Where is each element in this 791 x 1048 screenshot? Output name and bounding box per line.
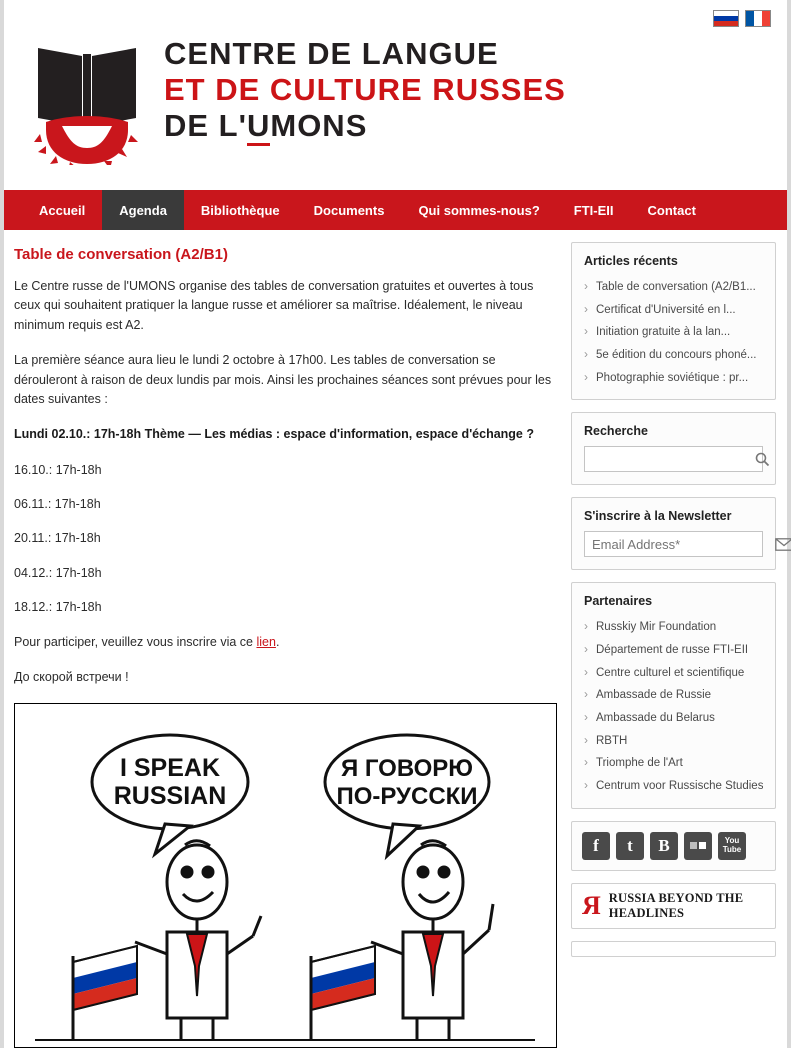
search-box[interactable] — [584, 446, 763, 472]
list-item[interactable] — [584, 276, 763, 299]
title-line-2: ET DE CULTURE RUSSES — [164, 72, 566, 107]
nav-item-accueil[interactable]: Accueil — [39, 202, 86, 218]
session-date-4: 04.12.: 17h-18h — [14, 565, 102, 580]
svg-text:ПО-РУССКИ: ПО-РУССКИ — [336, 783, 478, 811]
search-icon[interactable] — [754, 447, 770, 471]
partner-link-8[interactable]: Centrum voor Russische Studies — [596, 780, 763, 793]
open-book-logo[interactable] — [32, 30, 142, 165]
rbth-logo-icon: Я — [582, 890, 601, 920]
recent-article-link-4[interactable]: 5e édition du concours phoné... — [596, 349, 757, 362]
twitter-icon[interactable]: t — [616, 832, 644, 860]
widget-newsletter — [571, 497, 776, 570]
list-item[interactable] — [584, 299, 763, 322]
recent-article-link-1[interactable]: Table de conversation (A2/B1... — [596, 281, 756, 293]
closing-greeting: До скорой встречи ! — [14, 669, 129, 684]
list-item[interactable] — [584, 684, 763, 707]
list-item[interactable] — [584, 367, 763, 390]
recent-article-link-2[interactable]: Certificat d'Université en l... — [596, 303, 736, 316]
session-date-1: 16.10.: 17h-18h — [14, 462, 102, 477]
list-item[interactable] — [584, 662, 763, 685]
rbth-banner[interactable] — [571, 883, 776, 929]
social-links — [571, 821, 776, 871]
list-item[interactable] — [584, 344, 763, 367]
page-title: Table de conversation (A2/B1) — [14, 246, 228, 263]
title-line-3-underlined: U — [247, 108, 270, 146]
youtube-icon[interactable] — [718, 832, 746, 860]
registration-paragraph — [14, 633, 559, 652]
facebook-icon[interactable]: f — [582, 832, 610, 860]
list-item[interactable] — [584, 775, 763, 798]
search-input[interactable] — [585, 452, 754, 466]
newsletter-email-input[interactable] — [585, 537, 775, 552]
registration-link[interactable]: lien — [256, 634, 276, 649]
site-header — [4, 0, 787, 190]
newsletter-title: S'inscrire à la Newsletter — [584, 509, 732, 524]
svg-text:I SPEAK: I SPEAK — [119, 754, 221, 783]
site-title — [164, 38, 566, 146]
nav-item-fti-eii[interactable]: FTI-EII — [573, 202, 614, 218]
partner-link-6[interactable]: RBTH — [596, 734, 628, 747]
partner-link-5[interactable]: Ambassade du Belarus — [596, 712, 715, 725]
post-paragraph-1: Le Centre russe de l'UMONS organise des tables de conversation gratuites et ouvertes à tous ceux qui souhaitent pratiquer la langue russe et améliorer sa maîtrise. Idéalement, le niveau minimum requis est A2. — [14, 279, 534, 332]
list-item[interactable] — [584, 752, 763, 775]
site-container — [4, 0, 787, 1048]
rbth-banner-text: RUSSIA BEYOND THE HEADLINES — [608, 890, 744, 920]
post-first-session: Lundi 02.10.: 17h-18h Thème — Les médias : espace d'information, espace d'échange ? — [14, 427, 534, 442]
registration-text-pre: Pour participer, veuillez vous inscrire via ce — [14, 634, 257, 649]
list-item[interactable] — [584, 707, 763, 730]
title-line-3-pre: DE L' — [164, 108, 247, 143]
partner-link-2[interactable]: Département de russe FTI-EII — [596, 644, 749, 657]
nav-item-contact[interactable]: Contact — [647, 202, 696, 218]
banner-placeholder — [571, 941, 776, 957]
list-item[interactable] — [584, 730, 763, 753]
partners-title: Partenaires — [584, 594, 653, 609]
session-date-2: 06.11.: 17h-18h — [14, 497, 101, 511]
search-inner — [572, 446, 775, 484]
svg-text:Я ГОВОРЮ: Я ГОВОРЮ — [340, 755, 474, 783]
sidebar — [571, 242, 776, 957]
main-column — [14, 242, 559, 1048]
vk-icon[interactable]: B — [650, 832, 678, 860]
partner-link-7[interactable]: Triomphe de l'Art — [596, 757, 683, 770]
widget-partners — [571, 582, 776, 808]
partner-link-1[interactable]: Russkiy Mir Foundation — [596, 621, 717, 634]
registration-text-post: . — [275, 634, 280, 649]
widget-recent-articles — [571, 242, 776, 400]
list-item[interactable] — [584, 616, 763, 639]
svg-text:RUSSIAN: RUSSIAN — [113, 782, 227, 811]
envelope-icon[interactable] — [775, 532, 791, 556]
youtube-label-bottom: Tube — [722, 844, 742, 854]
nav-item-documents[interactable]: Documents — [313, 202, 385, 218]
title-line-3-post: MONS — [270, 108, 368, 143]
partner-link-3[interactable]: Centre culturel et scientifique — [596, 666, 745, 679]
recent-articles-list — [572, 276, 775, 399]
session-date-3: 20.11.: 17h-18h — [14, 531, 101, 546]
newsletter-inner — [572, 531, 775, 569]
nav-item-agenda[interactable]: Agenda — [102, 190, 184, 230]
nav-item-qui-sommes-nous[interactable]: Qui sommes-nous? — [418, 202, 540, 218]
recent-article-link-3[interactable]: Initiation gratuite à la lan... — [596, 326, 731, 339]
partner-link-4[interactable]: Ambassade de Russie — [596, 689, 712, 702]
title-line-1: CENTRE DE LANGUE — [164, 36, 499, 71]
content-area — [4, 230, 787, 1048]
youtube-label-top: You — [724, 836, 740, 846]
delicious-icon[interactable] — [684, 832, 712, 860]
title-line-3 — [164, 110, 566, 141]
newsletter-box[interactable] — [584, 531, 763, 557]
list-item[interactable] — [584, 639, 763, 662]
delicious-squares — [689, 842, 707, 849]
nav-item-bibliotheque[interactable]: Bibliothèque — [200, 202, 280, 218]
partners-list — [572, 616, 775, 807]
widget-search — [571, 412, 776, 485]
search-title: Recherche — [584, 424, 648, 439]
post-paragraph-2: La première séance aura lieu le lundi 2 octobre à 17h00. Les tables de conversation se dérouleront à raison de deux lundis par mois. Ainsi les prochaines séances sont prévues pour les dates suivantes : — [14, 353, 552, 406]
session-date-5: 18.12.: 17h-18h — [14, 600, 102, 615]
recent-article-link-5[interactable]: Photographie soviétique : pr... — [596, 371, 749, 384]
recent-articles-title: Articles récents — [584, 254, 678, 268]
main-navigation — [4, 190, 787, 230]
i-speak-russian-cartoon — [14, 703, 557, 1048]
list-item[interactable] — [584, 321, 763, 344]
